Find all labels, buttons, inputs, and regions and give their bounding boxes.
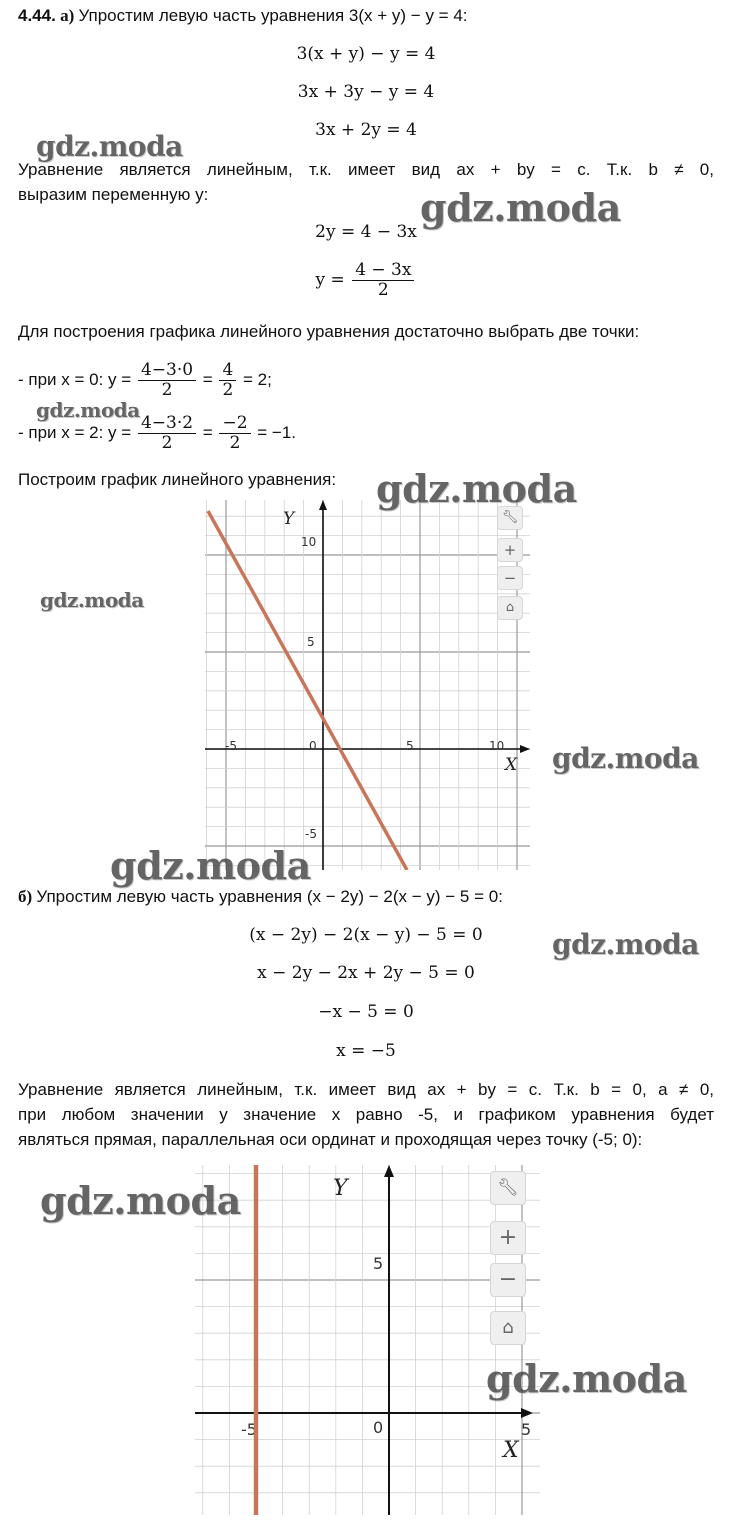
wrench-icon: 🔧︎ bbox=[501, 510, 519, 525]
watermark: gdz.moda bbox=[552, 928, 699, 961]
point-2-num-1: 4−3·2 bbox=[138, 414, 196, 434]
express-step-2 bbox=[0, 260, 732, 300]
watermark: gdz.moda bbox=[552, 742, 699, 775]
home-icon: ⌂ bbox=[502, 1317, 514, 1338]
part-b-step-3: −x − 5 = 0 bbox=[318, 1002, 414, 1022]
graph-a-x-arrow bbox=[520, 745, 530, 753]
express-denominator: 2 bbox=[377, 280, 389, 300]
build-graph-text: Построим график линейного уравнения: bbox=[18, 470, 337, 489]
graph-b-ytick-5: 5 bbox=[373, 1254, 384, 1273]
part-b-step-1: (x − 2y) − 2(x − y) − 5 = 0 bbox=[249, 925, 483, 945]
point-1-num-2: 4 bbox=[219, 361, 236, 381]
home-icon: ⌂ bbox=[505, 600, 515, 615]
part-b-label: б) bbox=[18, 887, 33, 906]
watermark: gdz.moda bbox=[110, 843, 311, 888]
graph-a-ytick-10: 10 bbox=[301, 535, 317, 549]
graph-a-ytick-5: 5 bbox=[307, 635, 315, 649]
watermark: gdz.moda bbox=[36, 130, 183, 163]
graph-a-x-label: X bbox=[505, 755, 518, 775]
part-a-step-2: 3x + 3y − y = 4 bbox=[297, 82, 435, 102]
point-2-lead: - при x = 2: y = bbox=[18, 423, 132, 442]
wrench-icon: 🔧︎ bbox=[497, 1178, 519, 1198]
point-1-den-1: 2 bbox=[161, 380, 173, 401]
task-number: 4.44. bbox=[18, 6, 56, 25]
graph-b-xtick-neg5: -5 bbox=[241, 1420, 257, 1439]
part-a-label: а) bbox=[60, 6, 75, 25]
part-b-intro-text: Упростим левую часть уравнения (x − 2y) − 2(x − y) − 5 = 0: bbox=[36, 887, 503, 906]
part-a-step-3: 3x + 2y = 4 bbox=[315, 120, 417, 140]
graph-a-grid bbox=[205, 500, 530, 870]
point-2-den-2: 2 bbox=[229, 433, 241, 454]
point-1-den-2: 2 bbox=[222, 380, 234, 401]
graph-b-xtick-5: 5 bbox=[521, 1420, 532, 1439]
two-points-text: Для построения графика линейного уравнения достаточно выбрать две точки: bbox=[18, 322, 640, 341]
part-b-desc-line-3: являться прямая, параллельная оси ординат и проходящая через точку (-5; 0): bbox=[18, 1130, 643, 1149]
watermark: gdz.moda bbox=[40, 1178, 241, 1223]
graph-b-y-arrow bbox=[384, 1165, 394, 1177]
part-b-step-4: x = −5 bbox=[336, 1041, 396, 1061]
part-b-intro bbox=[18, 887, 503, 907]
graph-a-zoom-out-button[interactable]: − bbox=[497, 566, 523, 590]
graph-a-xtick-10: 10 bbox=[489, 739, 505, 753]
express-lhs: y = bbox=[315, 270, 345, 290]
graph-b[interactable] bbox=[195, 1165, 540, 1515]
part-b-desc-line-1: Уравнение является линейным, т.к. имеет вид ax + by = c. Т.к. b = 0, a ≠ 0, bbox=[18, 1080, 714, 1099]
linear-desc-line-2: выразим переменную y: bbox=[18, 185, 209, 204]
part-a-intro bbox=[18, 6, 468, 26]
graph-a-canvas bbox=[205, 500, 530, 870]
graph-b-y-label: Y bbox=[333, 1176, 348, 1201]
graph-b-xtick-0: 0 bbox=[373, 1418, 384, 1437]
express-numerator: 4 − 3x bbox=[352, 261, 414, 281]
graph-b-canvas bbox=[195, 1165, 540, 1515]
graph-a[interactable] bbox=[205, 500, 530, 870]
point-1-calc bbox=[18, 360, 272, 400]
graph-a-home-button[interactable] bbox=[497, 596, 523, 620]
point-1-eq: = bbox=[202, 370, 213, 389]
point-2-eq: = bbox=[202, 423, 213, 442]
watermark: gdz.moda bbox=[420, 185, 621, 230]
part-b-desc-line-2: при любом значении y значение x равно -5, и графиком уравнения будет bbox=[18, 1105, 714, 1124]
graph-b-x-arrow bbox=[521, 1408, 533, 1418]
express-step-1: 2y = 4 − 3x bbox=[315, 222, 417, 242]
graph-a-xtick-5: 5 bbox=[406, 739, 414, 753]
watermark: gdz.moda bbox=[40, 588, 144, 612]
watermark: gdz.moda bbox=[36, 398, 140, 422]
graph-b-wrench-button[interactable] bbox=[490, 1171, 526, 1205]
graph-a-ytick-neg5: -5 bbox=[305, 827, 317, 841]
part-a-step-1: 3(x + y) − y = 4 bbox=[296, 44, 436, 64]
linear-desc-line-1: Уравнение является линейным, т.к. имеет вид ax + by = c. Т.к. b ≠ 0, bbox=[18, 160, 714, 179]
graph-b-x-label: X bbox=[503, 1438, 519, 1463]
point-2-result: = −1. bbox=[257, 423, 297, 442]
graph-b-zoom-out-button[interactable]: − bbox=[490, 1263, 526, 1297]
graph-a-y-arrow bbox=[319, 500, 327, 510]
graph-b-grid bbox=[195, 1165, 540, 1515]
part-b-step-2: x − 2y − 2x + 2y − 5 = 0 bbox=[257, 963, 475, 983]
point-1-result: = 2; bbox=[243, 370, 272, 389]
graph-b-zoom-in-button[interactable]: + bbox=[490, 1221, 526, 1255]
graph-b-home-button[interactable] bbox=[490, 1311, 526, 1345]
point-2-den-1: 2 bbox=[161, 433, 173, 454]
graph-a-y-label: Y bbox=[283, 509, 295, 529]
graph-a-xtick-0: 0 bbox=[309, 739, 317, 753]
point-1-num-1: 4−3·0 bbox=[138, 361, 196, 381]
graph-a-xtick-neg5: -5 bbox=[225, 739, 237, 753]
watermark: gdz.moda bbox=[376, 466, 577, 511]
watermark: gdz.moda bbox=[486, 1356, 687, 1401]
part-a-intro-text: Упростим левую часть уравнения 3(x + y) − y = 4: bbox=[78, 6, 468, 25]
point-1-lead: - при x = 0: y = bbox=[18, 370, 132, 389]
point-2-num-2: −2 bbox=[219, 414, 250, 434]
graph-a-zoom-in-button[interactable]: + bbox=[497, 538, 523, 562]
